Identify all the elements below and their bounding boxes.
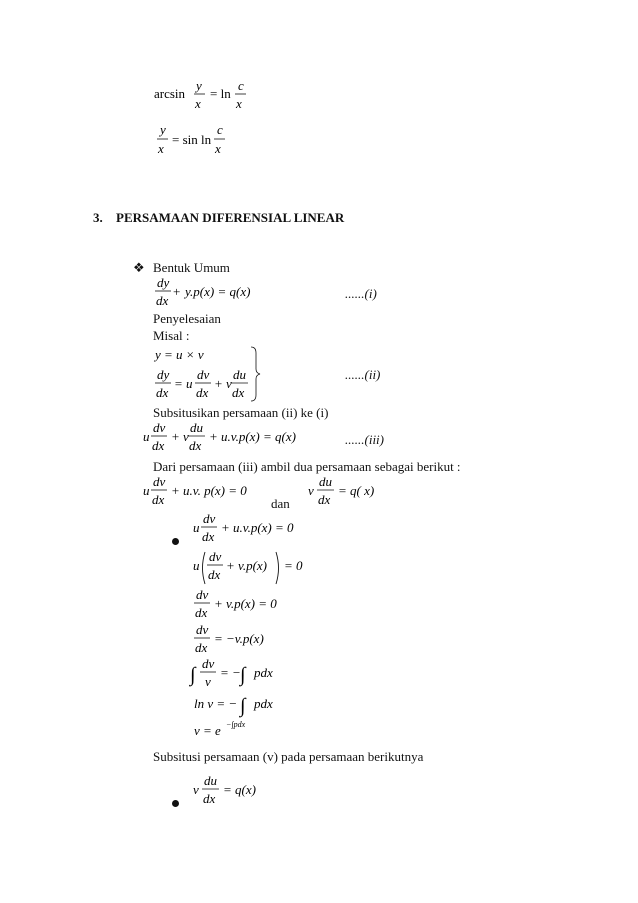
svg-text:= q( x): = q( x) <box>338 483 375 498</box>
svg-text:dx: dx <box>152 492 165 507</box>
svg-text:dv: dv <box>197 367 210 382</box>
svg-text:du: du <box>204 773 217 788</box>
step-2 <box>188 548 308 588</box>
svg-text:y: y <box>160 122 166 137</box>
svg-text:ln v = −: ln v = − <box>194 696 238 711</box>
bullet-dot-icon <box>172 538 179 545</box>
svg-text:du: du <box>233 367 246 382</box>
bullet-label: Bentuk Umum <box>153 260 230 275</box>
equation-ii <box>150 343 270 405</box>
svg-text:+ v: + v <box>214 376 232 391</box>
svg-text:dx: dx <box>156 293 169 308</box>
step-5 <box>188 656 298 692</box>
svg-text:dv: dv <box>153 420 166 435</box>
svg-text:c: c <box>217 122 223 137</box>
svg-text:dx: dx <box>156 385 169 400</box>
section-number: 3. <box>93 210 103 225</box>
svg-text:dx: dx <box>318 492 331 507</box>
svg-text:dx: dx <box>195 640 208 655</box>
svg-text:= sin ln: = sin ln <box>172 132 212 147</box>
step-3 <box>188 587 298 623</box>
svg-text:dv: dv <box>196 622 209 637</box>
diamond-bullet-icon: ❖ <box>133 260 145 275</box>
subst-text: Subsitusikan persamaan (ii) ke (i) <box>153 405 329 420</box>
svg-text:dx: dx <box>189 438 202 453</box>
dan-label: dan <box>271 496 290 511</box>
svg-text:y: y <box>196 78 202 93</box>
svg-text:dx: dx <box>196 385 209 400</box>
svg-text:+ u.v.p(x) = 0: + u.v.p(x) = 0 <box>221 520 294 535</box>
svg-text:+ v.p(x) = 0: + v.p(x) = 0 <box>214 596 277 611</box>
step-1 <box>188 511 308 547</box>
svg-text:dx: dx <box>195 605 208 620</box>
equation-iii <box>143 420 353 456</box>
svg-text:= −: = − <box>220 665 241 680</box>
svg-text:+ u.v.p(x) = q(x): + u.v.p(x) = q(x) <box>209 429 296 444</box>
step-7 <box>188 716 298 742</box>
svg-text:dv: dv <box>209 549 222 564</box>
bullet-dot-icon <box>172 800 179 807</box>
svg-text:= −v.p(x): = −v.p(x) <box>214 631 264 646</box>
svg-text:+ v.p(x): + v.p(x) <box>226 558 268 573</box>
svg-text:dx: dx <box>202 529 215 544</box>
svg-text:= u: = u <box>174 376 193 391</box>
equation-tag-iii: ......(iii) <box>345 432 384 447</box>
penyelesaian-label: Penyelesaian <box>153 311 221 326</box>
top-equation-1 <box>150 76 270 116</box>
svg-text:dx: dx <box>208 567 221 582</box>
section-title: PERSAMAAN DIFERENSIAL LINEAR <box>116 210 345 225</box>
svg-text:x: x <box>195 96 201 111</box>
svg-text:u: u <box>143 429 150 444</box>
svg-text:+ v: + v <box>171 429 189 444</box>
svg-text:u: u <box>193 520 200 535</box>
svg-text:dv: dv <box>196 587 209 602</box>
svg-text:dx: dx <box>152 438 165 453</box>
svg-text:v: v <box>308 483 314 498</box>
misal-label: Misal : <box>153 328 190 343</box>
svg-text:dx: dx <box>232 385 245 400</box>
svg-text:v = e: v = e <box>194 723 221 738</box>
dari-text: Dari persamaan (iii) ambil dua persamaan sebagai berikut : <box>153 459 461 474</box>
svg-text:v: v <box>193 782 199 797</box>
svg-text:x: x <box>236 96 242 111</box>
svg-text:dy: dy <box>157 367 170 382</box>
svg-text:u: u <box>143 483 150 498</box>
svg-text:= ln: = ln <box>210 86 231 101</box>
subst-v-text: Subsitusi persamaan (v) pada persamaan berikutnya <box>153 749 424 764</box>
svg-text:c: c <box>238 78 244 93</box>
svg-text:∫: ∫ <box>190 664 196 686</box>
svg-text:−∫pdx: −∫pdx <box>226 720 246 729</box>
svg-text:∫: ∫ <box>240 695 246 717</box>
svg-text:pdx: pdx <box>254 665 273 680</box>
svg-text:u: u <box>193 558 200 573</box>
svg-text:dv: dv <box>202 656 215 671</box>
pair-left-equation <box>143 474 273 510</box>
pair-right-equation <box>308 474 398 510</box>
step-4 <box>188 622 298 658</box>
svg-text:dy: dy <box>157 275 170 290</box>
svg-text:dv: dv <box>203 511 216 526</box>
svg-text:x: x <box>158 141 164 156</box>
top-equation-2 <box>150 122 270 162</box>
svg-text:dx: dx <box>203 791 216 806</box>
equation-tag-i: ......(i) <box>345 286 377 301</box>
svg-text:du: du <box>190 420 203 435</box>
svg-text:= q(x): = q(x) <box>223 782 256 797</box>
svg-text:pdx: pdx <box>254 696 273 711</box>
final-equation <box>190 773 280 809</box>
svg-text:∫: ∫ <box>240 664 246 686</box>
svg-text:arcsin: arcsin <box>154 86 186 101</box>
svg-text:x: x <box>215 141 221 156</box>
svg-text:y.p(x) = q(x): y.p(x) = q(x) <box>185 284 251 299</box>
svg-text:dv: dv <box>153 474 166 489</box>
svg-text:v: v <box>205 674 211 689</box>
svg-text:+: + <box>173 284 181 299</box>
svg-text:+ u.v. p(x) = 0: + u.v. p(x) = 0 <box>171 483 247 498</box>
equation-i <box>150 275 290 309</box>
svg-text:y = u × v: y = u × v <box>155 347 204 362</box>
svg-text:= 0: = 0 <box>284 558 303 573</box>
svg-text:du: du <box>319 474 332 489</box>
equation-tag-ii: ......(ii) <box>345 367 381 382</box>
